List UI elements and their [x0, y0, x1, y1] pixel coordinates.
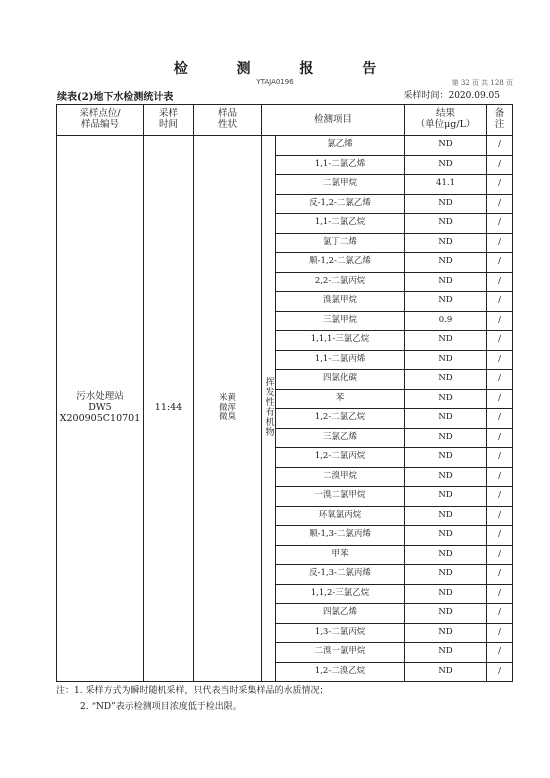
item-remark: / [487, 487, 513, 507]
item-remark: / [487, 155, 513, 175]
item-result: ND [405, 467, 487, 487]
item-remark: / [487, 331, 513, 351]
item-name: 一溴二氯甲烷 [276, 487, 405, 507]
item-name: 1,1,2-三氯乙烷 [276, 584, 405, 604]
table-title: 续表(2)地下水检测统计表 [57, 92, 174, 103]
item-result: 0.9 [405, 311, 487, 331]
item-remark: / [487, 467, 513, 487]
item-result: ND [405, 214, 487, 234]
item-name: 二氯甲烷 [276, 175, 405, 195]
item-result: ND [405, 253, 487, 273]
item-remark: / [487, 448, 513, 468]
category-cell [262, 136, 276, 682]
sample-location-cell [57, 136, 144, 682]
item-name: 氯乙烯 [276, 136, 405, 156]
item-name: 三氯乙烯 [276, 428, 405, 448]
table-header-row [57, 105, 513, 136]
item-remark: / [487, 311, 513, 331]
item-remark: / [487, 506, 513, 526]
item-name: 1,2-二氯丙烷 [276, 448, 405, 468]
item-remark: / [487, 214, 513, 234]
table-row [57, 136, 513, 156]
sample-id: X200905C10701 [59, 412, 141, 424]
item-result: ND [405, 292, 487, 312]
report-title: 检 测 报 告 [173, 61, 399, 77]
item-result: ND [405, 272, 487, 292]
item-result: 41.1 [405, 175, 487, 195]
item-result: ND [405, 194, 487, 214]
item-result: ND [405, 370, 487, 390]
results-table [56, 104, 513, 682]
header-location: 采样点位/ 样品编号 [57, 105, 144, 136]
item-remark: / [487, 175, 513, 195]
item-result: ND [405, 389, 487, 409]
item-result: ND [405, 506, 487, 526]
item-result: ND [405, 331, 487, 351]
item-result: ND [405, 545, 487, 565]
item-remark: / [487, 604, 513, 624]
item-name: 二溴一氯甲烷 [276, 643, 405, 663]
header-item: 检测项目 [262, 105, 405, 136]
item-name: 顺-1,3-二氯丙烯 [276, 526, 405, 546]
sample-time: 采样时间：2020.09.05 [403, 91, 500, 101]
item-remark: / [487, 662, 513, 682]
item-remark: / [487, 428, 513, 448]
item-remark: / [487, 389, 513, 409]
item-name: 1,1,1-三氯乙烷 [276, 331, 405, 351]
location-name: 污水处理站 [76, 391, 124, 403]
sample-time-cell: 11:44 [144, 136, 194, 682]
item-name: 顺-1,2-二氯乙烯 [276, 253, 405, 273]
item-name: 四氯化碳 [276, 370, 405, 390]
item-remark: / [487, 565, 513, 585]
item-remark: / [487, 545, 513, 565]
item-name: 二溴甲烷 [276, 467, 405, 487]
item-result: ND [405, 409, 487, 429]
item-result: ND [405, 428, 487, 448]
item-remark: / [487, 233, 513, 253]
item-name: 三氯甲烷 [276, 311, 405, 331]
item-result: ND [405, 487, 487, 507]
item-result: ND [405, 136, 487, 156]
item-result: ND [405, 623, 487, 643]
item-result: ND [405, 662, 487, 682]
item-remark: / [487, 584, 513, 604]
note-2: 2. “ND”表示检测项目浓度低于检出限。 [80, 702, 242, 712]
item-name: 环氧氯丙烷 [276, 506, 405, 526]
item-remark: / [487, 350, 513, 370]
item-result: ND [405, 526, 487, 546]
item-name: 1,1-二氯乙烷 [276, 214, 405, 234]
item-remark: / [487, 623, 513, 643]
location-code: DW5 [88, 402, 112, 414]
item-remark: / [487, 409, 513, 429]
item-remark: / [487, 370, 513, 390]
item-name: 四氯乙烯 [276, 604, 405, 624]
item-name: 1,3-二氯丙烷 [276, 623, 405, 643]
item-remark: / [487, 136, 513, 156]
item-result: ND [405, 233, 487, 253]
notes [56, 683, 516, 715]
item-remark: / [487, 272, 513, 292]
header-remark: 备 注 [487, 105, 513, 136]
item-remark: / [487, 643, 513, 663]
note-1: 注：1. 采样方式为瞬时随机采样，只代表当时采集样品的水质情况； [56, 686, 329, 696]
item-result: ND [405, 643, 487, 663]
item-name: 1,2-二溴乙烷 [276, 662, 405, 682]
item-name: 反-1,3-二氯丙烯 [276, 565, 405, 585]
item-result: ND [405, 448, 487, 468]
item-result: ND [405, 584, 487, 604]
item-name: 甲苯 [276, 545, 405, 565]
item-name: 溴氯甲烷 [276, 292, 405, 312]
item-remark: / [487, 526, 513, 546]
header-result: 结果 （单位μg/L） [405, 105, 487, 136]
sample-nature-cell: 米黄 微浑 微臭 [194, 136, 262, 682]
item-result: ND [405, 155, 487, 175]
item-name: 反-1,2-二氯乙烯 [276, 194, 405, 214]
item-result: ND [405, 565, 487, 585]
header-nature: 样品 性状 [194, 105, 262, 136]
report-number: YTAJA0196 [256, 78, 294, 86]
item-remark: / [487, 253, 513, 273]
item-result: ND [405, 604, 487, 624]
category-label: 挥发性有机物 [263, 376, 274, 437]
header-time: 采样 时间 [144, 105, 194, 136]
item-name: 1,2-二氯乙烷 [276, 409, 405, 429]
item-name: 1,1-二氯乙烯 [276, 155, 405, 175]
item-remark: / [487, 194, 513, 214]
page-number: 第 32 页 共 128 页 [451, 79, 513, 87]
item-remark: / [487, 292, 513, 312]
item-name: 氯丁二烯 [276, 233, 405, 253]
item-result: ND [405, 350, 487, 370]
item-name: 2,2-二氯丙烷 [276, 272, 405, 292]
item-name: 苯 [276, 389, 405, 409]
item-name: 1,1-二氯丙烯 [276, 350, 405, 370]
